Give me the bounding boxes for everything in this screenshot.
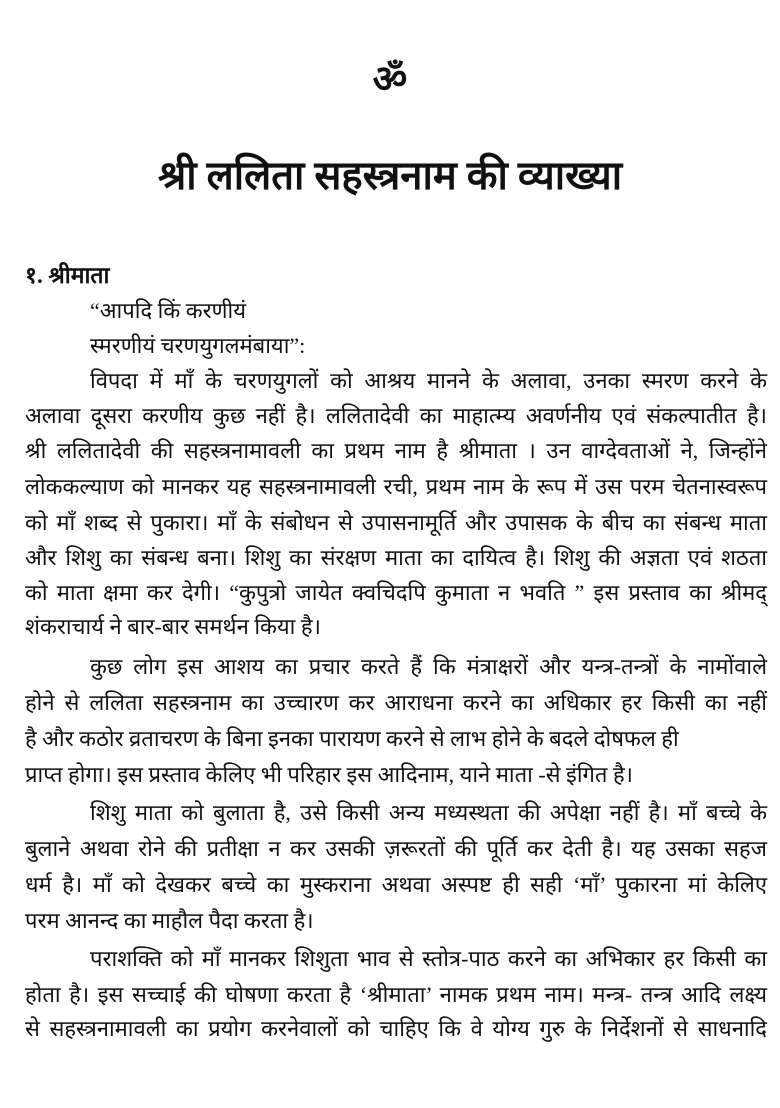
paragraph-line: होता है। इस सच्चाई की घोषणा करता है ‘श्रीमाता’ नामक प्रथम नाम। मन्त्र- तन्त्र आदि लक्ष्य (25, 982, 767, 1007)
paragraph-line: शंकराचार्य ने बार-बार समर्थन किया है। (25, 614, 321, 639)
paragraph-line: पराशक्ति को माँ मानकर शिशुता भाव से स्तोत्र-पाठ करने का अभिकार हर किसी का (90, 946, 767, 971)
paragraph-line: को माँ शब्द से पुकारा। माँ के संबोधन से उपासनामूर्ति और उपासक के बीच का संबन्ध माता (25, 510, 767, 535)
paragraph-line: होने से ललिता सहस्त्रनाम का उच्चारण कर आराधना करने का अधिकार हर किसी का नहीं (25, 690, 767, 715)
paragraph-line: लोककल्याण को मानकर यह सहस्त्रनामावली रची, प्रथम नाम के रूप में उस परम चेतनास्वरूप (25, 474, 767, 499)
page-title: श्री ललिता सहस्त्रनाम की व्याख्या (157, 153, 623, 198)
paragraph-line: से सहस्त्रनामावली का प्रयोग करनेवालों को चाहिए कि वे योग्य गुरु के निर्देशनों से साधनादि (25, 1016, 767, 1041)
paragraph-line: प्राप्त होगा। इस प्रस्ताव केलिए भी परिहार इस आदिनाम, याने माता -से इंगित है। (25, 762, 633, 787)
paragraph-line: शिशु माता को बुलाता है, उसे किसी अन्य मध्यस्थता की अपेक्षा नहीं है। माँ बच्चे के (90, 800, 767, 825)
verse-line: “आपदि किं करणीयं (90, 298, 246, 323)
paragraph-line: अलावा दूसरा करणीय कुछ नहीं है। ललितादेवी का माहात्म्य अवर्णनीय एवं संकल्पातीत है। (25, 403, 767, 428)
paragraph-line: परम आनन्द का माहौल पैदा करता है। (25, 908, 314, 933)
paragraph-line: धर्म है। माँ को देखकर बच्चे का मुस्कराना अथवा अस्पष्ट ही सही ‘माँ’ पुकारना मां केलिए (25, 872, 767, 897)
paragraph-line: बुलाने अथवा रोने की प्रतीक्षा न कर उसकी ज़रूरतों की पूर्ति कर देती है। यह उसका सहज (25, 836, 767, 861)
paragraph-line: श्री ललितादेवी की सहस्त्रनामावली का प्रथम नाम है श्रीमाता । उन वाग्देवताओं ने, जिन्होंने (25, 438, 767, 463)
paragraph-line: विपदा में माँ के चरणयुगलों को आश्रय मानने के अलावा, उनका स्मरण करने के (90, 368, 767, 393)
paragraph-line: है और कठोर व्रताचरण के बिना इनका पारायण करने से लाभ होने के बदले दोषफल ही (25, 726, 679, 751)
paragraph-line: कुछ लोग इस आशय का प्रचार करते हैं कि मंत्राक्षरों और यन्त्र-तन्त्रों के नामोंवाले (90, 654, 767, 679)
paragraph-line: को माता क्षमा कर देगी। “कुपुत्रो जायेत क्वचिदपि कुमाता न भवति ” इस प्रस्ताव का श्रीमद् (25, 580, 767, 605)
paragraph-line: और शिशु का संबन्ध बना। शिशु का संरक्षण माता का दायित्व है। शिशु की अज्ञता एवं शठता (25, 545, 767, 570)
om-symbol: ॐ (372, 59, 408, 101)
verse-line: स्मरणीयं चरणयुगलमंबाया”: (90, 333, 306, 358)
section-heading: १. श्रीमाता (25, 263, 110, 288)
